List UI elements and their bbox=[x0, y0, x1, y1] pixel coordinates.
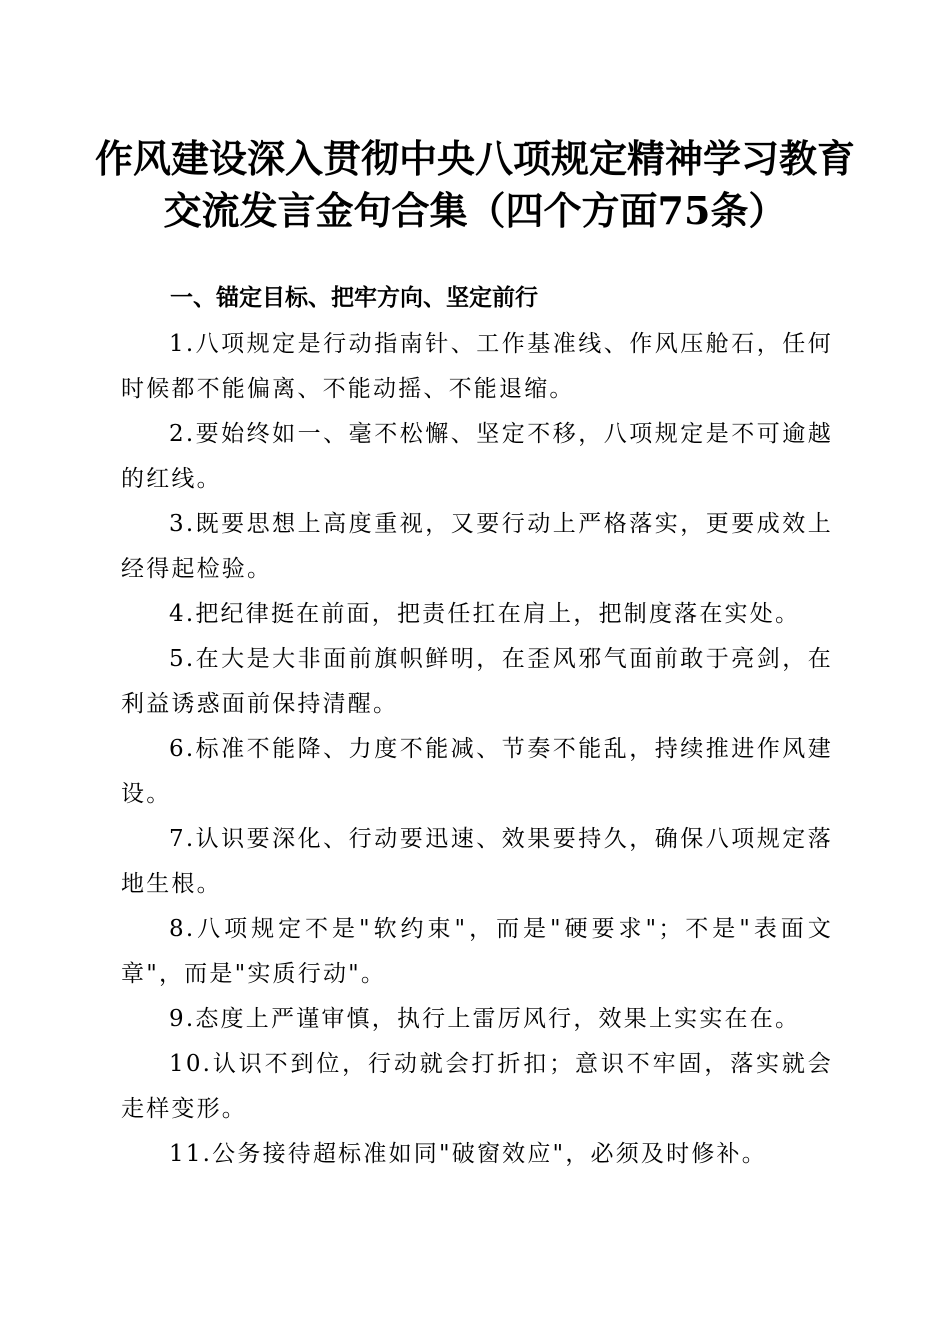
list-item: 3.既要思想上高度重视，又要行动上严格落实，更要成效上经得起检验。 bbox=[121, 511, 833, 582]
title-line-1: 作风建设深入贯彻中央八项规定精神学习教育 bbox=[94, 136, 855, 181]
list-item: 4.把纪律挺在前面，把责任扛在肩上，把制度落在实处。 bbox=[169, 601, 801, 627]
list-item: 1.八项规定是行动指南针、工作基准线、作风压舱石，任何时候都不能偏离、不能动摇、不能退缩。 bbox=[121, 331, 833, 402]
document-title bbox=[0, 133, 950, 237]
list-item: 8.八项规定不是"软约束"，而是"硬要求"；不是"表面文章"，而是"实质行动"。 bbox=[121, 916, 833, 987]
list-item: 2.要始终如一、毫不松懈、坚定不移，八项规定是不可逾越的红线。 bbox=[121, 421, 833, 492]
list-item: 5.在大是大非面前旗帜鲜明，在歪风邪气面前敢于亮剑，在利益诱惑面前保持清醒。 bbox=[121, 646, 833, 717]
section-heading: 一、锚定目标、把牢方向、坚定前行 bbox=[170, 285, 538, 311]
list-item: 9.态度上严谨审慎，执行上雷厉风行，效果上实实在在。 bbox=[169, 1006, 801, 1032]
list-item: 10.认识不到位，行动就会打折扣；意识不牢固，落实就会走样变形。 bbox=[121, 1051, 833, 1122]
list-item: 6.标准不能降、力度不能减、节奏不能乱，持续推进作风建设。 bbox=[121, 736, 833, 807]
title-line-2: 交流发言金句合集（四个方面75条） bbox=[163, 188, 787, 233]
list-item: 7.认识要深化、行动要迅速、效果要持久，确保八项规定落地生根。 bbox=[121, 826, 833, 897]
item-list bbox=[121, 322, 833, 1177]
list-item: 11.公务接待超标准如同"破窗效应"，必须及时修补。 bbox=[169, 1141, 767, 1167]
